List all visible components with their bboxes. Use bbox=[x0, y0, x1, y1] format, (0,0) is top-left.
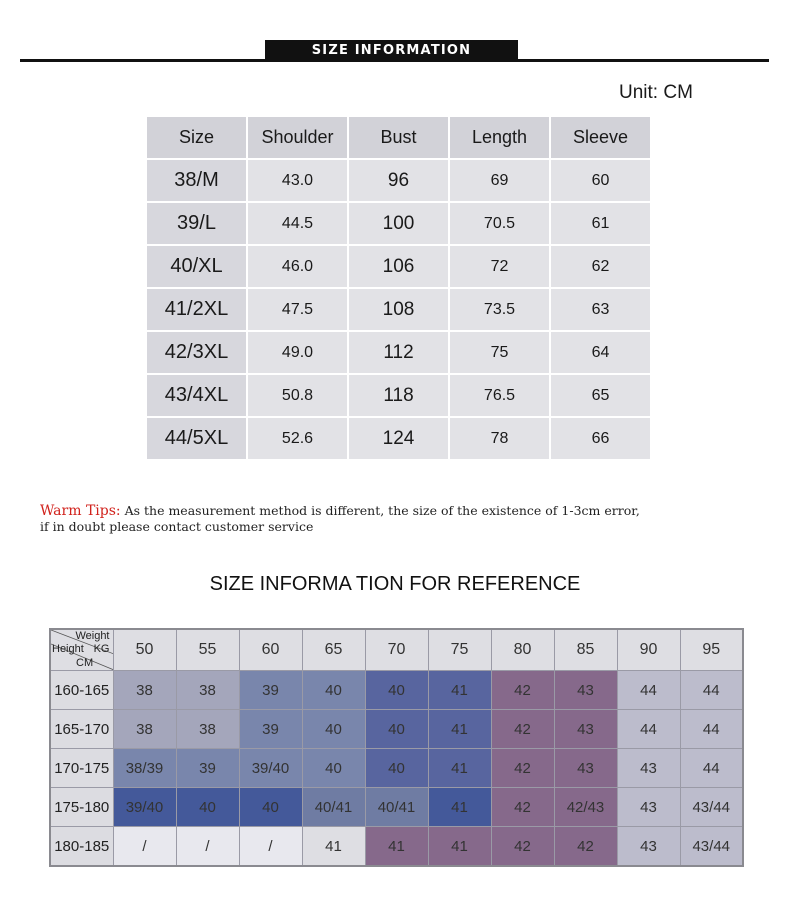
measure-cell-length: 69 bbox=[449, 159, 550, 202]
reference-table bbox=[49, 628, 744, 867]
measure-cell-shoulder: 46.0 bbox=[247, 245, 348, 288]
table-row bbox=[146, 245, 651, 288]
size-suggestion-cell: / bbox=[176, 827, 239, 867]
measure-cell-length: 73.5 bbox=[449, 288, 550, 331]
column-header-bust: Bust bbox=[348, 116, 449, 159]
size-suggestion-cell: 39/40 bbox=[113, 788, 176, 827]
reference-title: SIZE INFORMA TION FOR REFERENCE bbox=[209, 573, 581, 595]
table-row bbox=[50, 671, 743, 710]
size-cell: 41/2XL bbox=[146, 288, 247, 331]
size-suggestion-cell: 44 bbox=[617, 710, 680, 749]
table-row bbox=[146, 202, 651, 245]
measure-cell-shoulder: 47.5 bbox=[247, 288, 348, 331]
column-header-size: Size bbox=[146, 116, 247, 159]
size-suggestion-cell: 40 bbox=[302, 749, 365, 788]
size-suggestion-cell: 40/41 bbox=[365, 788, 428, 827]
corner-cell bbox=[50, 629, 113, 671]
measure-cell-shoulder: 49.0 bbox=[247, 331, 348, 374]
measure-cell-length: 70.5 bbox=[449, 202, 550, 245]
size-suggestion-cell: 43 bbox=[617, 749, 680, 788]
corner-cm-label: CM bbox=[76, 657, 94, 669]
height-range-cell: 175-180 bbox=[50, 788, 113, 827]
size-suggestion-cell: 43/44 bbox=[680, 788, 743, 827]
size-suggestion-cell: 41 bbox=[428, 827, 491, 867]
size-suggestion-cell: 38 bbox=[176, 710, 239, 749]
height-range-cell: 180-185 bbox=[50, 827, 113, 867]
size-suggestion-cell: 40 bbox=[302, 671, 365, 710]
size-suggestion-cell: 44 bbox=[680, 749, 743, 788]
size-suggestion-cell: 42 bbox=[491, 749, 554, 788]
size-suggestion-cell: 40 bbox=[365, 671, 428, 710]
measure-cell-sleeve: 63 bbox=[550, 288, 651, 331]
size-suggestion-cell: 38 bbox=[176, 671, 239, 710]
size-suggestion-cell: / bbox=[239, 827, 302, 867]
measure-cell-sleeve: 64 bbox=[550, 331, 651, 374]
size-suggestion-cell: 42 bbox=[491, 710, 554, 749]
weight-header: 95 bbox=[680, 629, 743, 671]
table-row bbox=[146, 159, 651, 202]
size-suggestion-cell: 42 bbox=[554, 827, 617, 867]
size-suggestion-cell: 41 bbox=[428, 710, 491, 749]
table-row bbox=[50, 788, 743, 827]
table-row bbox=[146, 417, 651, 460]
size-cell: 38/M bbox=[146, 159, 247, 202]
measure-cell-length: 72 bbox=[449, 245, 550, 288]
table-row bbox=[146, 331, 651, 374]
weight-header: 90 bbox=[617, 629, 680, 671]
corner-weight-label: Weight bbox=[75, 630, 110, 642]
warm-tips-label: Warm Tips: bbox=[40, 503, 121, 519]
size-suggestion-cell: 40 bbox=[239, 788, 302, 827]
size-cell: 39/L bbox=[146, 202, 247, 245]
size-suggestion-cell: 38/39 bbox=[113, 749, 176, 788]
size-suggestion-cell: / bbox=[113, 827, 176, 867]
table-row bbox=[50, 827, 743, 867]
weight-header: 55 bbox=[176, 629, 239, 671]
height-range-cell: 165-170 bbox=[50, 710, 113, 749]
measure-cell-bust: 106 bbox=[348, 245, 449, 288]
measure-cell-shoulder: 44.5 bbox=[247, 202, 348, 245]
reference-header-row bbox=[50, 629, 743, 671]
weight-header: 50 bbox=[113, 629, 176, 671]
size-suggestion-cell: 38 bbox=[113, 671, 176, 710]
size-suggestion-cell: 44 bbox=[680, 671, 743, 710]
table-row bbox=[50, 710, 743, 749]
table-row bbox=[146, 374, 651, 417]
weight-header: 85 bbox=[554, 629, 617, 671]
measure-cell-sleeve: 66 bbox=[550, 417, 651, 460]
table-row bbox=[50, 749, 743, 788]
measure-cell-bust: 118 bbox=[348, 374, 449, 417]
size-suggestion-cell: 43 bbox=[554, 749, 617, 788]
measure-cell-shoulder: 50.8 bbox=[247, 374, 348, 417]
measure-cell-bust: 100 bbox=[348, 202, 449, 245]
size-suggestion-cell: 43 bbox=[554, 671, 617, 710]
measure-cell-bust: 108 bbox=[348, 288, 449, 331]
size-suggestion-cell: 40 bbox=[365, 710, 428, 749]
size-table-header bbox=[146, 116, 651, 159]
size-suggestion-cell: 42 bbox=[491, 827, 554, 867]
measure-cell-bust: 96 bbox=[348, 159, 449, 202]
size-suggestion-cell: 41 bbox=[302, 827, 365, 867]
size-suggestion-cell: 44 bbox=[680, 710, 743, 749]
weight-header: 70 bbox=[365, 629, 428, 671]
corner-height-label: Height bbox=[52, 643, 84, 655]
table-row bbox=[146, 288, 651, 331]
size-suggestion-cell: 40 bbox=[176, 788, 239, 827]
measure-cell-sleeve: 65 bbox=[550, 374, 651, 417]
size-suggestion-cell: 41 bbox=[428, 671, 491, 710]
column-header-length: Length bbox=[449, 116, 550, 159]
size-suggestion-cell: 41 bbox=[428, 749, 491, 788]
weight-header: 75 bbox=[428, 629, 491, 671]
size-suggestion-cell: 43 bbox=[617, 827, 680, 867]
size-suggestion-cell: 39 bbox=[239, 710, 302, 749]
weight-header: 80 bbox=[491, 629, 554, 671]
measure-cell-sleeve: 60 bbox=[550, 159, 651, 202]
measure-cell-sleeve: 62 bbox=[550, 245, 651, 288]
weight-header: 60 bbox=[239, 629, 302, 671]
measure-cell-length: 75 bbox=[449, 331, 550, 374]
measure-cell-shoulder: 43.0 bbox=[247, 159, 348, 202]
height-range-cell: 170-175 bbox=[50, 749, 113, 788]
warm-tips bbox=[40, 503, 790, 535]
size-suggestion-cell: 44 bbox=[617, 671, 680, 710]
size-suggestion-cell: 40 bbox=[302, 710, 365, 749]
unit-label: Unit: CM bbox=[619, 82, 693, 103]
size-cell: 42/3XL bbox=[146, 331, 247, 374]
size-suggestion-cell: 43/44 bbox=[680, 827, 743, 867]
size-suggestion-cell: 38 bbox=[113, 710, 176, 749]
corner-kg-label: KG bbox=[93, 643, 110, 655]
size-cell: 40/XL bbox=[146, 245, 247, 288]
measure-cell-bust: 124 bbox=[348, 417, 449, 460]
height-range-cell: 160-165 bbox=[50, 671, 113, 710]
size-suggestion-cell: 42 bbox=[491, 788, 554, 827]
size-table bbox=[145, 115, 652, 461]
size-suggestion-cell: 41 bbox=[365, 827, 428, 867]
column-header-shoulder: Shoulder bbox=[247, 116, 348, 159]
measure-cell-bust: 112 bbox=[348, 331, 449, 374]
size-cell: 43/4XL bbox=[146, 374, 247, 417]
size-suggestion-cell: 43 bbox=[617, 788, 680, 827]
page-title: SIZE INFORMATION bbox=[265, 40, 518, 61]
warm-tips-line1: As the measurement method is different, the size of the existence of 1-3cm error, bbox=[120, 503, 640, 518]
size-suggestion-cell: 40/41 bbox=[302, 788, 365, 827]
size-suggestion-cell: 39 bbox=[176, 749, 239, 788]
size-suggestion-cell: 42 bbox=[491, 671, 554, 710]
measure-cell-sleeve: 61 bbox=[550, 202, 651, 245]
size-suggestion-cell: 42/43 bbox=[554, 788, 617, 827]
measure-cell-length: 78 bbox=[449, 417, 550, 460]
measure-cell-length: 76.5 bbox=[449, 374, 550, 417]
measure-cell-shoulder: 52.6 bbox=[247, 417, 348, 460]
size-suggestion-cell: 39/40 bbox=[239, 749, 302, 788]
weight-header: 65 bbox=[302, 629, 365, 671]
size-suggestion-cell: 43 bbox=[554, 710, 617, 749]
size-suggestion-cell: 39 bbox=[239, 671, 302, 710]
size-cell: 44/5XL bbox=[146, 417, 247, 460]
size-suggestion-cell: 40 bbox=[365, 749, 428, 788]
warm-tips-line2: if in doubt please contact customer service bbox=[40, 519, 314, 534]
size-suggestion-cell: 41 bbox=[428, 788, 491, 827]
column-header-sleeve: Sleeve bbox=[550, 116, 651, 159]
